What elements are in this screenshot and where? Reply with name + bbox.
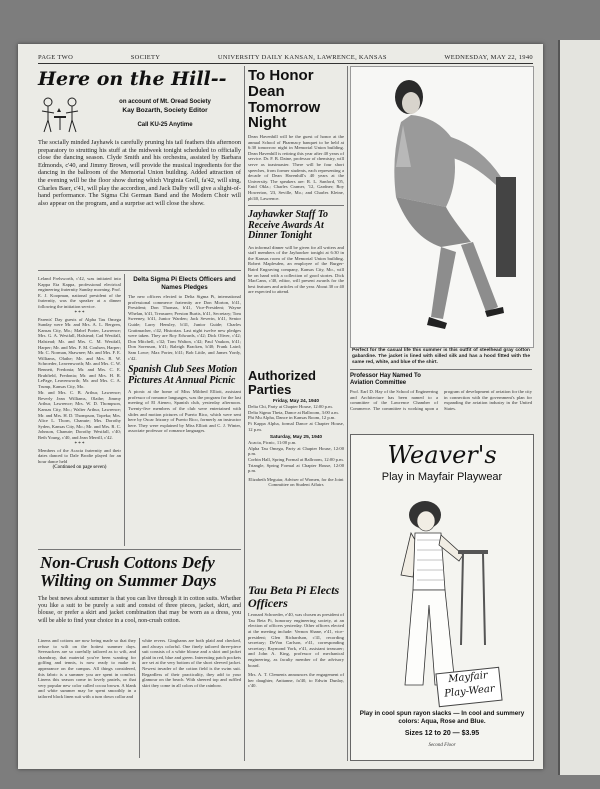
hill-byline-2: Kay Bozarth, Society Editor [122,107,208,114]
hill-column-header [38,68,228,90]
taubeta-title: Tau Beta Pi Elects Officers [248,583,340,610]
mayfair-logo: Mayfair Play-Wear [435,667,502,708]
cottons-body-1: Linens and cottons are now being made so that they refuse to wilt on the hottest summer days. Seersuckers are so carefully tailored as to wilt, and chambray, that material you've been wanting for golfing and tennis, is now ready to make its appearance on the campus. All things considered, this fabric is a summer you are spent in comfort. Linens this season come in lovely pastels, or that very popular new color called cocoa brown. A blank and white summer may be spent smoothly in a tailored black linen suit with a turn down collar and [38,638,136,699]
professor-body: Prof. Earl D. Hay of the School of Engineering and Architecture has been named to a committee of the Lawrence Chamber of Commerce. The committee is working upon a program of development of aviation for the city in connection with the government's plan for expanding the aviation industry in the United States. [350,389,532,411]
page-label: PAGE TWO [38,54,74,61]
party-line: Phi Mu Alpha, Dance in Kansas Room, 12 p.m. [248,415,336,421]
society-p1: Leland Frelsworth, c'42, was initiated into Kappa Eta Kappa, professional electrical engineering fraternity Sunday morning. Prof. E. J. Koopman, national president of the fraternity, was the speaker at a dinner following the initiation service. [38,276,121,309]
issue-date: WEDNESDAY, MAY 22, 1940 [444,54,533,61]
party-line: Corbin Hall, Spring Formal at Ballroom, 12:00 p.m. [248,457,344,463]
jayhawker-body: An informal dinner will be given for all writers and staff members of the Jayhawker tonight at 6:30 in the Kansas room of the Memorial Union building. Robert Maplesden, an employee of the Burger-Baird Engraving company, Kansas City, Mo., will be on hand with a collection of good stories. Dick MacCann, c'40, editor, will present awards for the best features and articles of the year. About 30 or 40 are expected to attend. [248,244,344,295]
party-line: Delta Chi, Party at Chapter House, 12:00 p.m. [248,404,333,410]
party-line: Delta Sigma Theta, Dance at Ballroom, 3:00 a.m. [248,409,339,415]
newspaper-page [18,44,543,769]
professor-column [350,373,532,411]
hill-lead: The socially minded Jayhawk is carefully pruning his tail feathers this afternoon preparatory to strutting his stuff at the midweek tonight scheduled to officially close the dancing season. Clyde Smith and his orchestra, assisted by Barbara Edmonds, c'40, and Jimmy Brown, will provide the musical ingredients for the dancing in the ballroom of the Memorial Union building. Added attraction of the evening will be the floor show during which Virginia Grell, fa'42, will sing, Charles Baer, c'41, will play the accordion, and Jack Dalby will give a slight-of-hand performance. The Sigma Chi German Band and the Modern Choir will also appear on the program, and a surprise act will close the show. [38,139,241,207]
society-column-2 [128,276,241,434]
spanish-body: A picnic at the home of Miss Mildred Elliott, assistant professor of romance languages, was the program for the last meeting of El Ateneo, Spanish club, yesterday afternoon. Twenty-five members of the club were entertained with slides and motion pictures of Puerto Rico, which were sent here by Oscar Irizarry of Puerto Rico, formerly an instructor here. They were explained by Miss Elliott and C. J. Winter, associate professor of romance languages. [128,389,241,434]
society-column-1: Leland Frelsworth, c'42, was initiated into Kappa Eta Kappa, professional electrical engineering fraternity Sunday morning. Prof. E. J. Koopman, national president of the fraternity, was the speaker at a dinner following the initiation service. * * * Parents' Day guests of Alpha Tau Omega Sunday were Mr. and Mrs. A. L. Bergren, Kansas City, Mo.; Mabel Porter, Lawrence; Mrs. G. A. Westfall, Halstead; Cad Westfall, Halstead; Mr. and Mrs. C. M. Westfall, Harper; Mr. and Mrs. F. M. Coulsen, Harper; Mr. C. Norman, Shawnee; Mr. and Mrs. F. E. Williams, Olathe; Mr. and Mrs. B. W. Schroeder, Leavenworth; Mr. and Mrs. C. W. Bennett, Fredonia; Mr. and Mrs. C. E. Brubfield, Fredonia; Mr. and Mrs. H. R. LePage, Leavenworth; Mr. and Mrs. C. A. Trump, Kansas City, Mo. Mr. and Mrs. C. B. Arthur, Lawrence; Beverly Jean Williams, Olathe; Jimmy Arthur, Lawrence; Mrs. W. D. Thompson, Kansas City, Mo.; Walter Arthur, Lawrence; Mr. and Mrs. H. D. Thompson, Topeka; Mrs. Alice L. Thorn, Chanute; Mrs. Dorothy Syden, Kansas City, Mo.; Mr. and Mrs. R. C. Johnson, Chanute; Dorothy Westfall, c'40; Beth Young, c'40, and Jean Merrill, c'42. * * * Members of the Acacia fraternity and their dates danced to Dale Brodie played for an hour dance held (Continued on page seven) [38,276,121,471]
cottons-title: Non-Crush Cottons Defy Wilting on Summer Days [40,553,217,590]
ad-floor: Second Floor [428,743,456,748]
cottons-lead: The best news about summer is that you can live through it in cotton suits. Whether you like a suit to be purely a suit and consist of three pieces, jacket, skirt, and blouse, or prefer a skirt and jacket combination that may be worn as a dress, you will be able to find your choice in a cool, non-crush cotton. [38,596,241,624]
weavers-ad [350,434,534,761]
engagement-note: Mrs. A. T. Clements announces the engagement of her daughter, Anitanne, fa'40, to Edwin Dunlay, c'40. [248,672,344,689]
hill-byline-1: on account of Mt. Oread Society [119,99,211,105]
honor-column [248,68,344,295]
authorized-title: Authorized Parties [248,368,316,397]
page-header [38,54,533,64]
spanish-title: Spanish Club Sees Motion Pictures At Annual Picnic [128,364,238,386]
party-line: Pi Kappa Alpha, formal Dance at Chapter House, 12 p.m. [248,421,344,432]
party-day-2: Saturday, May 25, 1940 [269,435,323,441]
photo-caption: Perfect for the casual life this summer is this outfit of steelhead gray cotton gabardine. The jacket is lined with silled silk and has a hood fitted with the same red, white, and blue of the shirt. [352,348,530,365]
hill-call: Call KU-25 Anytime [137,122,193,128]
hill-byline [90,99,240,128]
adjacent-page-edge [558,40,600,775]
society-p4: Members of the Acacia fraternity and their dates danced to Dale Brodie played for an hour dance held [38,447,121,464]
professor-title: Professor Hay Named To Aviation Committee [350,373,421,386]
party-line: Acacia, Picnic, 11:00 p.m. [248,440,297,446]
party-line: Alpha Tau Omega, Party at Chapter House, 12:00 p.m. [248,445,344,457]
fashion-photo [350,66,534,348]
ad-body: Play in cool spun rayon slacks — In cool and summery colors: Aqua, Rose and Blue. [359,710,525,725]
ad-headline: Play in Mayfair Playwear [381,471,503,483]
honor-title: To Honor Dean Tomorrow Night [248,67,321,132]
ad-sizes: Sizes 12 to 20 — $3.95 [404,730,480,737]
taubeta-column [248,584,344,689]
society-p3: Mr. and Mrs. C. B. Arthur, Lawrence; Beverly Jean Williams, Olathe; Jimmy Arthur, Lawrence; Mrs. W. D. Thompson, Kansas City, Mo.; Walter Arthur, Lawrence; Mr. and Mrs. H. D. Thompson, Topeka; Mrs. Alice L. Thorn, Chanute; Mrs. Dorothy Syden, Kansas City, Mo.; Mr. and Mrs. R. C. Johnson, Chanute; Dorothy Westfall, c'40; Beth Young, c'40, and Jean Merrill, c'42. [38,390,121,441]
model-illustration [363,495,523,695]
jayhawker-title: Jayhawker Staff To Receive Awards At Dinner Tonight [248,209,329,242]
continued-note: (Continued on page seven) [52,465,107,471]
party-signature: Elizabeth Meguiar, Adviser of Women, for the Joint Committee on Student Affairs [248,476,344,488]
hill-title: Here on the Hill-- [38,68,227,90]
honor-body: Dean Havenhill will be the guest of honor at the annual School of Pharmacy banquet to be held at 6:30 tomorrow night in Memorial Union building. Dean Havenhill is retiring this year after 40 years of service. Dr. F. B. Daine, professor of chemistry, will serve as toastmaster. There will be four short speeches, from former students, each representing a decade of Dean Havenhill's 40 years at the University. The speakers are: R. L. Sanford, '05, Enid Okla.; Charles Cramer, '12, Gardner; Roy Howerton, '23, Seville, Mo.; and Charles Kleine, ph'40, Lawrence. [248,134,344,201]
delta-title: Delta Sigma Pi Elects Officers and Names Pledges [133,276,236,291]
ad-store-name: Weaver's [387,441,497,469]
party-line: Triangle, Spring Formal at Chapter House, 12:00 p.m. [248,462,344,474]
authorized-parties [248,369,344,488]
couple-at-table-icon [38,94,83,136]
delta-body: The new officers elected to Delta Sigma Pi, international professional commerce fraternity are Don Morton, b'41, President; Don Thomas, b'41, Vice-President; Wayne Whelan, b'41, Treasurer; Preston Burtis, b'41, Secretary; Tom Sweeney, b'41, Junior Warden; Jack Severin, b'41, Senior Guide; Larry Hensley, b'41, Junior Guide; Charles Grattmacher, c'42, Historian. Last night twelve new pledges were taken. They are Roy Edwards, c'42; Dick Oliver, c'42; Don Mitchell, c'42; Tom Walton, c'42; Paul Vaukon, b'41; Don Sorenson, b'41; Raleigh Bracken, b'40; Frank Laird; Sam Lowe; Max Porter, b'41; Bob Little, and James Yordy, c'42. [128,294,241,361]
paper-name: UNIVERSITY DAILY KANSAN, LAWRENCE, KANSAS [217,54,387,61]
society-p2: Parents' Day guests of Alpha Tau Omega Sunday were Mr. and Mrs. A. L. Bergren, Kansas City, Mo.; Mabel Porter, Lawrence; Mrs. G. A. Westfall, Halstead; Cad Westfall, Halstead; Mr. and Mrs. C. M. Westfall, Harper; Mr. and Mrs. F. M. Coulsen, Harper; Mr. C. Norman, Shawnee; Mr. and Mrs. F. E. Williams, Olathe; Mr. and Mrs. B. W. Schroeder, Leavenworth; Mr. and Mrs. C. W. Bennett, Fredonia; Mr. and Mrs. C. E. Brubfield, Fredonia; Mr. and Mrs. H. R. LePage, Leavenworth; Mr. and Mrs. C. A. Trump, Kansas City, Mo. [38,316,121,389]
section-label: SOCIETY [130,54,161,61]
cottons-body-2: white revers. Ginghams are both plaid and checked, and always colorful. One finely tailored three-piece suit consists of a white blouse and a skirt and jacket plaid in red, blue and green. Interesting patch pockets are set at the very bottom of the short sleeved jacket. Newest invader of the cotton field is the swim suit. Regardless of their practicality, they add to your glamour on the beach. With sheered top and ruffled skirt they come in all colors of the rainbow. [142,638,241,688]
taubeta-body: Leonard Schroeder, e'40, was chosen as president of Tau Beta Pi, honorary engineering society, at an election of officers yesterday. Other officers elected at the meeting include: Vernon Shane, e'41, vice-president; Glen Richardson, c'41, recording secretary; DeVon Carlson, e'41, corresponding secretary; Raymond York, e'41, assistant treasurer; and John A. King, professor of mechanical engineering, as faculty member of the advisory board. [248,612,344,668]
party-day-1: Friday, May 24, 1940 [272,399,320,405]
